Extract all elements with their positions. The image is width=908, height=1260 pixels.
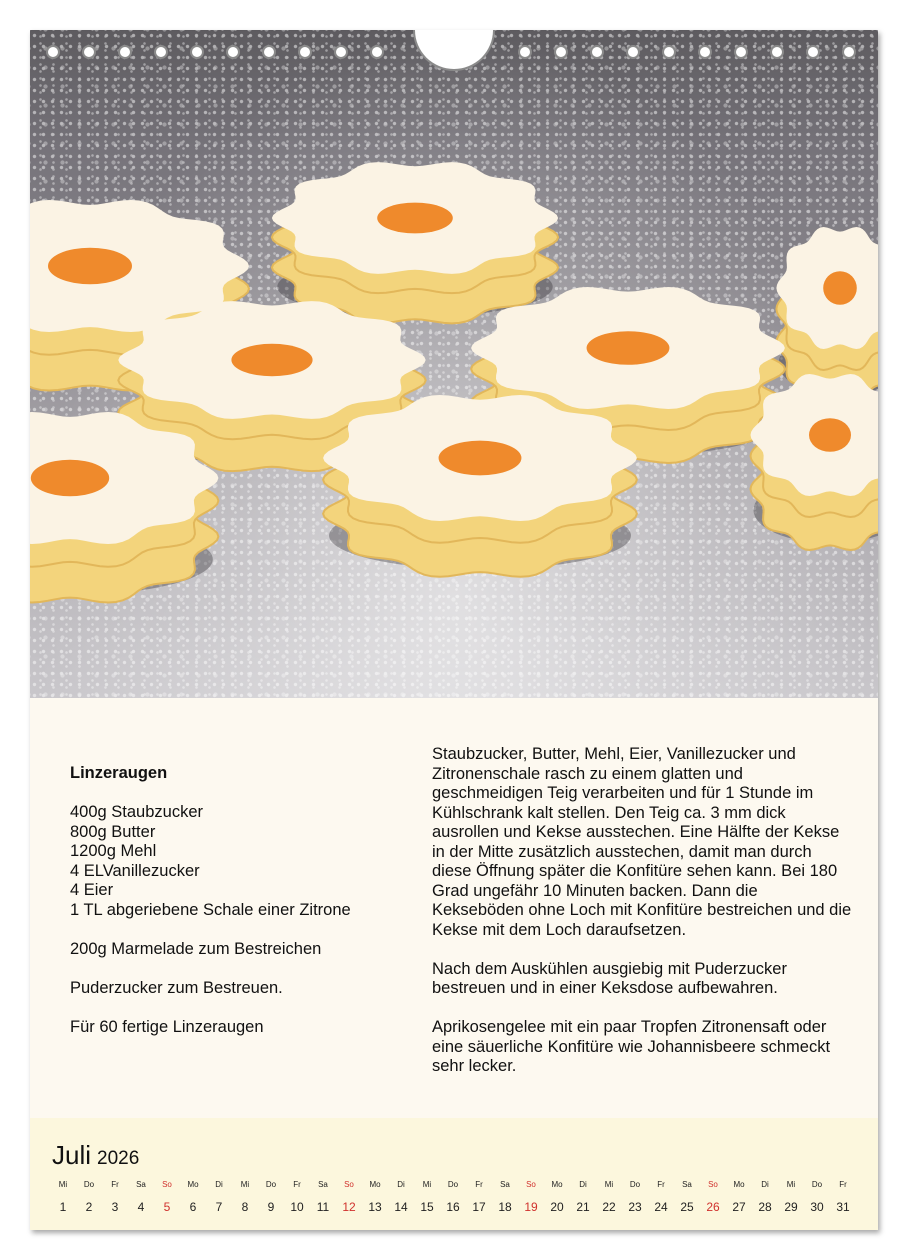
weekday-label: So [526,1180,536,1189]
sugar-note: Puderzucker zum Bestreuen. [70,978,283,997]
day-number: 19 [524,1200,538,1214]
ingredient-item: 4 Eier [70,881,114,899]
day-number: 1 [59,1200,67,1214]
day-number: 2 [85,1200,93,1214]
calendar-day [544,1180,570,1214]
calendar-day [180,1180,206,1214]
weekday-label: Mi [604,1180,614,1189]
weekday-label: Di [215,1180,223,1189]
instruction-paragraph: Staubzucker, Butter, Mehl, Eier, Vanillezucker und Zitronenschale rasch zu einem glatten und geschmeidigen Teig verarbeiten und für 1 Stunde im Kühlschrank kalt stellen. Den Teig ca. 3 mm dick ausrollen und Kekse ausstechen. Eine Hälfte der Kekse in der Mitte zusätzlich ausstechen, damit man durch diese Öffnung später die Konfitüre sehen kann. Bei 180 Grad ungefähr 10 Minuten backen. Dann die Kekseböden ohne Loch mit Konfitüre bestreichen und die Kekse mit dem Loch daraufsetzen. [432,745,852,939]
calendar-day [830,1180,856,1214]
day-number: 30 [810,1200,824,1214]
day-number: 9 [267,1200,275,1214]
ingredient-item: 800g Butter [70,822,156,841]
linzer-cookie [776,227,878,403]
day-number: 21 [576,1200,590,1214]
day-number: 20 [550,1200,564,1214]
weekday-label: Fr [839,1180,847,1189]
day-number: 3 [111,1200,119,1214]
weekday-label: Do [447,1180,459,1189]
binding-ring [554,45,568,59]
calendar-day [310,1180,336,1214]
day-number: 14 [394,1200,408,1214]
day-number: 15 [420,1200,434,1214]
day-number: 22 [602,1200,616,1214]
weekday-label: Fr [111,1180,119,1189]
weekday-label: Fr [657,1180,665,1189]
binding-ring [334,45,348,59]
instruction-paragraph: Nach dem Auskühlen ausgiebig mit Puderzucker bestreuen und in einer Keksdose aufbewahren. [432,959,787,997]
calendar-day [440,1180,466,1214]
binding-ring [698,45,712,59]
calendar-day [206,1180,232,1214]
day-number: 4 [137,1200,145,1214]
calendar-strip [30,1118,878,1230]
binding-ring [82,45,96,59]
weekday-label: Mo [369,1180,381,1189]
weekday-label: Do [83,1180,95,1189]
binding-ring [370,45,384,59]
day-number: 23 [628,1200,642,1214]
weekday-label: Sa [318,1180,328,1189]
weekday-label: So [344,1180,354,1189]
binding-ring [190,45,204,59]
weekday-label: Sa [136,1180,146,1189]
calendar-day [622,1180,648,1214]
day-number: 13 [368,1200,382,1214]
day-number: 24 [654,1200,668,1214]
calendar-day [50,1180,76,1214]
weekday-label: So [708,1180,718,1189]
weekday-label: Sa [500,1180,510,1189]
day-number: 28 [758,1200,772,1214]
day-number: 10 [290,1200,304,1214]
day-number: 31 [836,1200,850,1214]
calendar-day [414,1180,440,1214]
weekday-label: Mi [58,1180,68,1189]
calendar-day [258,1180,284,1214]
weekday-label: Do [265,1180,277,1189]
jam-note: 200g Marmelade zum Bestreichen [70,939,322,958]
calendar-day [102,1180,128,1214]
ingredient-item: 4 ELVanillezucker [70,861,200,880]
weekday-label: Mo [733,1180,745,1189]
ingredient-item: 400g Staubzucker [70,803,204,821]
weekday-label: Di [579,1180,587,1189]
calendar-day [804,1180,830,1214]
instructions-column [432,745,852,1077]
weekday-label: Mi [240,1180,250,1189]
weekday-label: So [162,1180,172,1189]
recipe-title: Linzeraugen [70,764,168,782]
calendar-day [466,1180,492,1214]
weekday-label: Mo [551,1180,563,1189]
calendar-day [154,1180,180,1214]
day-number: 16 [446,1200,460,1214]
binding-ring [518,45,532,59]
day-number: 5 [163,1200,171,1214]
calendar-day [284,1180,310,1214]
day-number: 8 [241,1200,249,1214]
calendar-year: 2026 [97,1148,140,1169]
binding-ring [118,45,132,59]
binding-ring [842,45,856,59]
binding-ring [770,45,784,59]
instruction-paragraph: Aprikosengelee mit ein paar Tropfen Zitronensaft oder eine säuerliche Konfitüre wie Johannisbeere schmeckt sehr lecker. [432,1018,831,1075]
weekday-label: Do [629,1180,641,1189]
binding-ring [226,45,240,59]
binding-ring [662,45,676,59]
calendar-day [596,1180,622,1214]
recipe-section [30,698,878,1118]
day-number: 6 [189,1200,197,1214]
calendar-title [52,1140,139,1171]
weekday-label: Mi [422,1180,432,1189]
day-number: 17 [472,1200,486,1214]
calendar-day [336,1180,362,1214]
ingredient-item: 1 TL abgeriebene Schale einer Zitrone [70,900,351,919]
day-number: 27 [732,1200,746,1214]
day-number: 25 [680,1200,694,1214]
calendar-day [492,1180,518,1214]
weekday-label: Fr [475,1180,483,1189]
calendar-day [726,1180,752,1214]
calendar-days [50,1180,876,1220]
calendar-day [388,1180,414,1214]
linzer-cookie [323,395,637,577]
weekday-label: Fr [293,1180,301,1189]
weekday-label: Sa [682,1180,692,1189]
day-number: 12 [342,1200,356,1214]
day-number: 18 [498,1200,512,1214]
linzer-cookie [30,412,218,603]
day-number: 26 [706,1200,720,1214]
calendar-day [778,1180,804,1214]
calendar-day [76,1180,102,1214]
weekday-label: Do [811,1180,823,1189]
binding-ring [154,45,168,59]
calendar-day [674,1180,700,1214]
calendar-day [128,1180,154,1214]
binding-ring [806,45,820,59]
calendar-day [518,1180,544,1214]
calendar-page [30,30,878,1230]
calendar-day [362,1180,388,1214]
yield-note: Für 60 fertige Linzeraugen [70,1017,264,1036]
cookies-illustration [30,30,878,698]
day-number: 29 [784,1200,798,1214]
weekday-label: Mi [786,1180,796,1189]
weekday-label: Mo [187,1180,199,1189]
calendar-day [570,1180,596,1214]
day-number: 7 [215,1200,223,1214]
binding-ring [46,45,60,59]
weekday-label: Di [761,1180,769,1189]
binding-ring [262,45,276,59]
calendar-month: Juli [52,1140,92,1170]
binding-ring [734,45,748,59]
ingredient-item: 1200g Mehl [70,842,157,860]
calendar-day [700,1180,726,1214]
weekday-label: Di [397,1180,405,1189]
binding-ring [298,45,312,59]
calendar-day [648,1180,674,1214]
linzer-cookie [272,162,558,323]
binding-ring [626,45,640,59]
calendar-day [232,1180,258,1214]
ingredients-column [70,764,410,1037]
binding-ring [590,45,604,59]
linzer-cookie [751,374,879,550]
calendar-day [752,1180,778,1214]
linzer-cookies-photo [30,30,878,698]
day-number: 11 [316,1200,330,1214]
